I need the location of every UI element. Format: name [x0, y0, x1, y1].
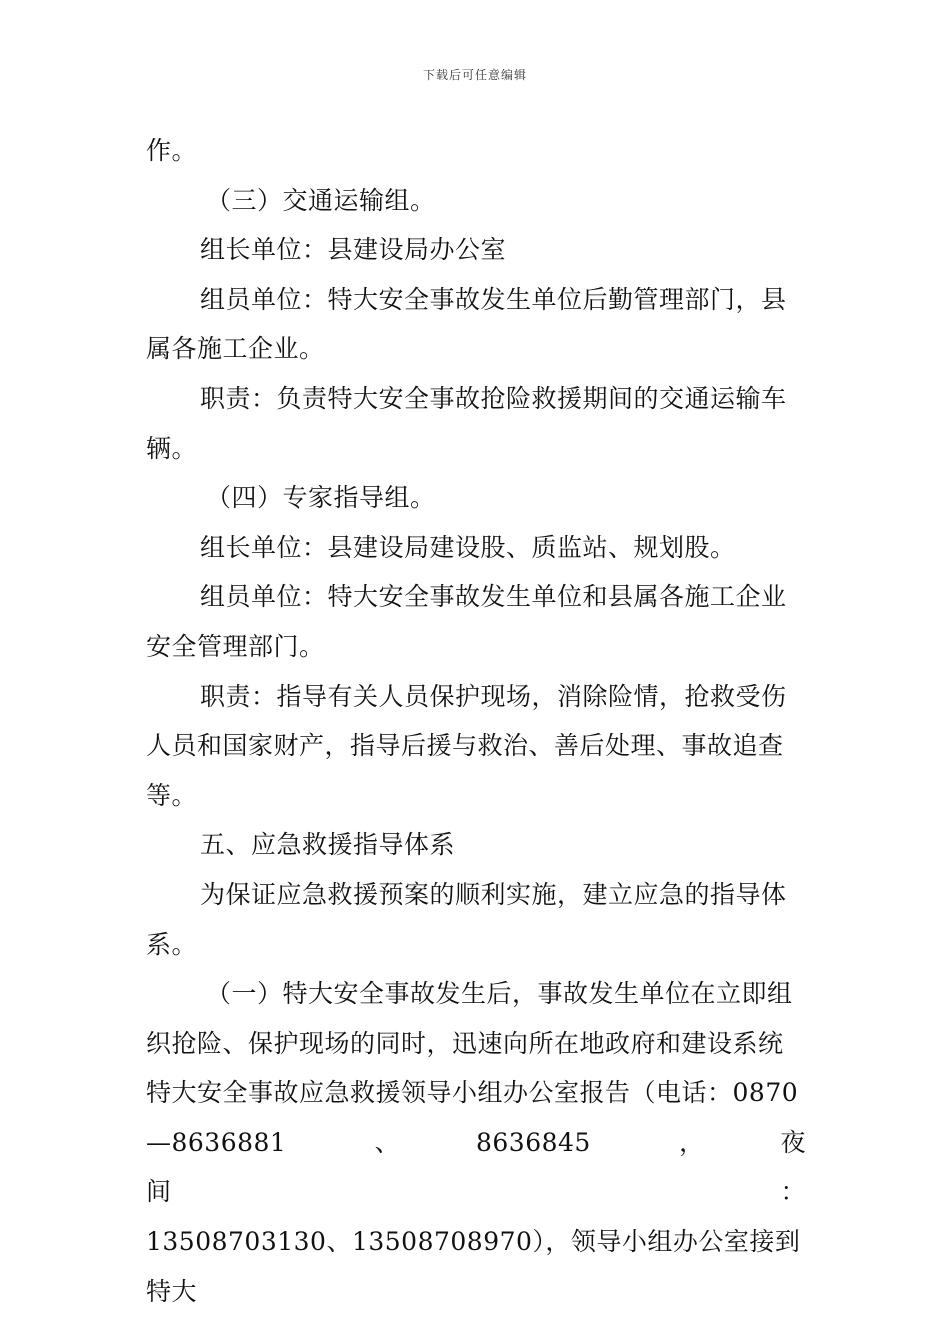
document-body: [146, 126, 858, 1316]
paragraph-leader-unit: 组长单位：县建设局建设股、质监站、规划股。: [200, 532, 736, 562]
paragraph-member-unit: 组员单位：特大安全事故发生单位和县属各施工企业安全管理部门。: [146, 582, 787, 661]
page-header: 下载后可任意编辑: [422, 68, 527, 82]
paragraph-phone-line: —8636881 、 8636845 ， 夜 间 ：: [146, 1127, 858, 1207]
section-heading-experts: （四）专家指导组。: [206, 483, 436, 513]
paragraph-report-procedure: （一）特大安全事故发生后，事故发生单位在立即组织抢险、保护现场的同时，迅速向所在地政府和建设系统特大安全事故应急救援领导小组办公室报告（电话：0870: [146, 979, 799, 1108]
paragraph-member-unit: 组员单位：特大安全事故发生单位后勤管理部门，县属各施工企业。: [146, 284, 787, 364]
paragraph-intro: 为保证应急救援预案的顺利实施，建立应急的指导体系。: [146, 879, 787, 959]
paragraph-duty: 职责：负责特大安全事故抢险救援期间的交通运输车辆。: [146, 383, 787, 463]
section-heading-system: 五、应急救援指导体系: [200, 830, 456, 860]
section-heading-transport: （三）交通运输组。: [206, 185, 436, 215]
paragraph-phone-continuation: 13508703130、13508708970），领导小组办公室接到特大: [146, 1227, 801, 1306]
paragraph-leader-unit: 组长单位：县建设局办公室: [200, 235, 507, 265]
paragraph-duty: 职责：指导有关人员保护现场，消除险情，抢救受伤人员和国家财产，指导后援与救治、善后处理、事故追查等。: [146, 681, 787, 810]
paragraph-continuation: 作。: [146, 136, 198, 165]
